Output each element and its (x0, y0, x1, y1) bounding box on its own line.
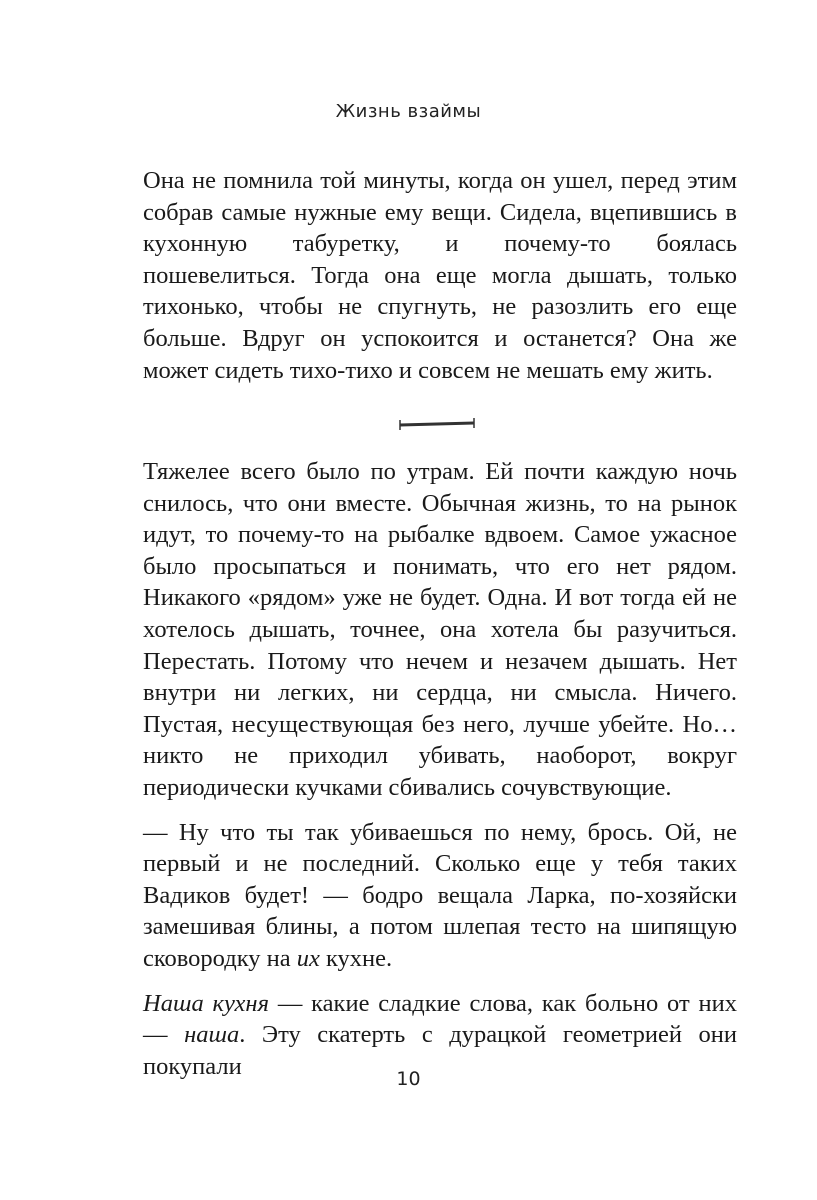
running-title: Жизнь взаймы (335, 101, 482, 122)
paragraph-2: Тяжелее всего было по утрам. Ей почти каждую ночь снилось, что они вместе. Обычная жизнь, то на рынок идут, то почему-то на рыбалке вдвоем. Самое ужасное было просыпаться и понимать, что его нет рядом. Никакого «рядом» уже не будет. Одна. И вот тогда ей не хотелось дышать, точнее, она хотела бы разучиться. Перестать. Потому что нечем и незачем дышать. Нет внутри ни легких, ни сердца, ни смысла. Ничего. Пустая, несуществующая без него, лучше убейте. Но… никто не приходил убивать, наоборот, вокруг периодически кучками сбивались сочувствующие. (143, 458, 737, 801)
paragraph-3-text: — Ну что ты так убиваешься по нему, брось. Ой, не первый и не последний. Сколько еще у тебя таких Вадиков будет! — бодро вещала Ларка, по-хозяйски замешивая блины, а потом шлепая тесто на шипящую сковородку на (143, 818, 737, 972)
page-number: 10 (396, 1068, 421, 1090)
paragraph-1: Она не помнила той минуты, когда он ушел, перед этим собрав самые нужные ему вещи. Сидела, вцепившись в кухонную табуретку, и почему-то боялась пошевелиться. Тогда она еще могла дышать, только тихонько, чтобы не спугнуть, не разозлить его еще больше. Вдруг он успокоится и останется? Она же может сидеть тихо-тихо и совсем не мешать ему жить. (143, 167, 737, 384)
paragraph-4-emphasis-2: наша (184, 1021, 240, 1049)
paragraph-4-text: — какие сладкие слова, как больно от них — (143, 989, 737, 1049)
paragraph-4-emphasis-1: Наша кухня (143, 989, 269, 1017)
paragraph-4-end: . Эту скатерть с дурацкой геометрией они покупали (143, 1021, 737, 1080)
paragraph-3-emphasis: их (296, 944, 320, 972)
section-separator-icon (397, 416, 477, 432)
text-block-top (143, 165, 737, 386)
text-block-bottom (143, 456, 737, 1082)
paragraph-3-end: кухне. (326, 944, 393, 972)
paragraph-3 (143, 817, 737, 975)
